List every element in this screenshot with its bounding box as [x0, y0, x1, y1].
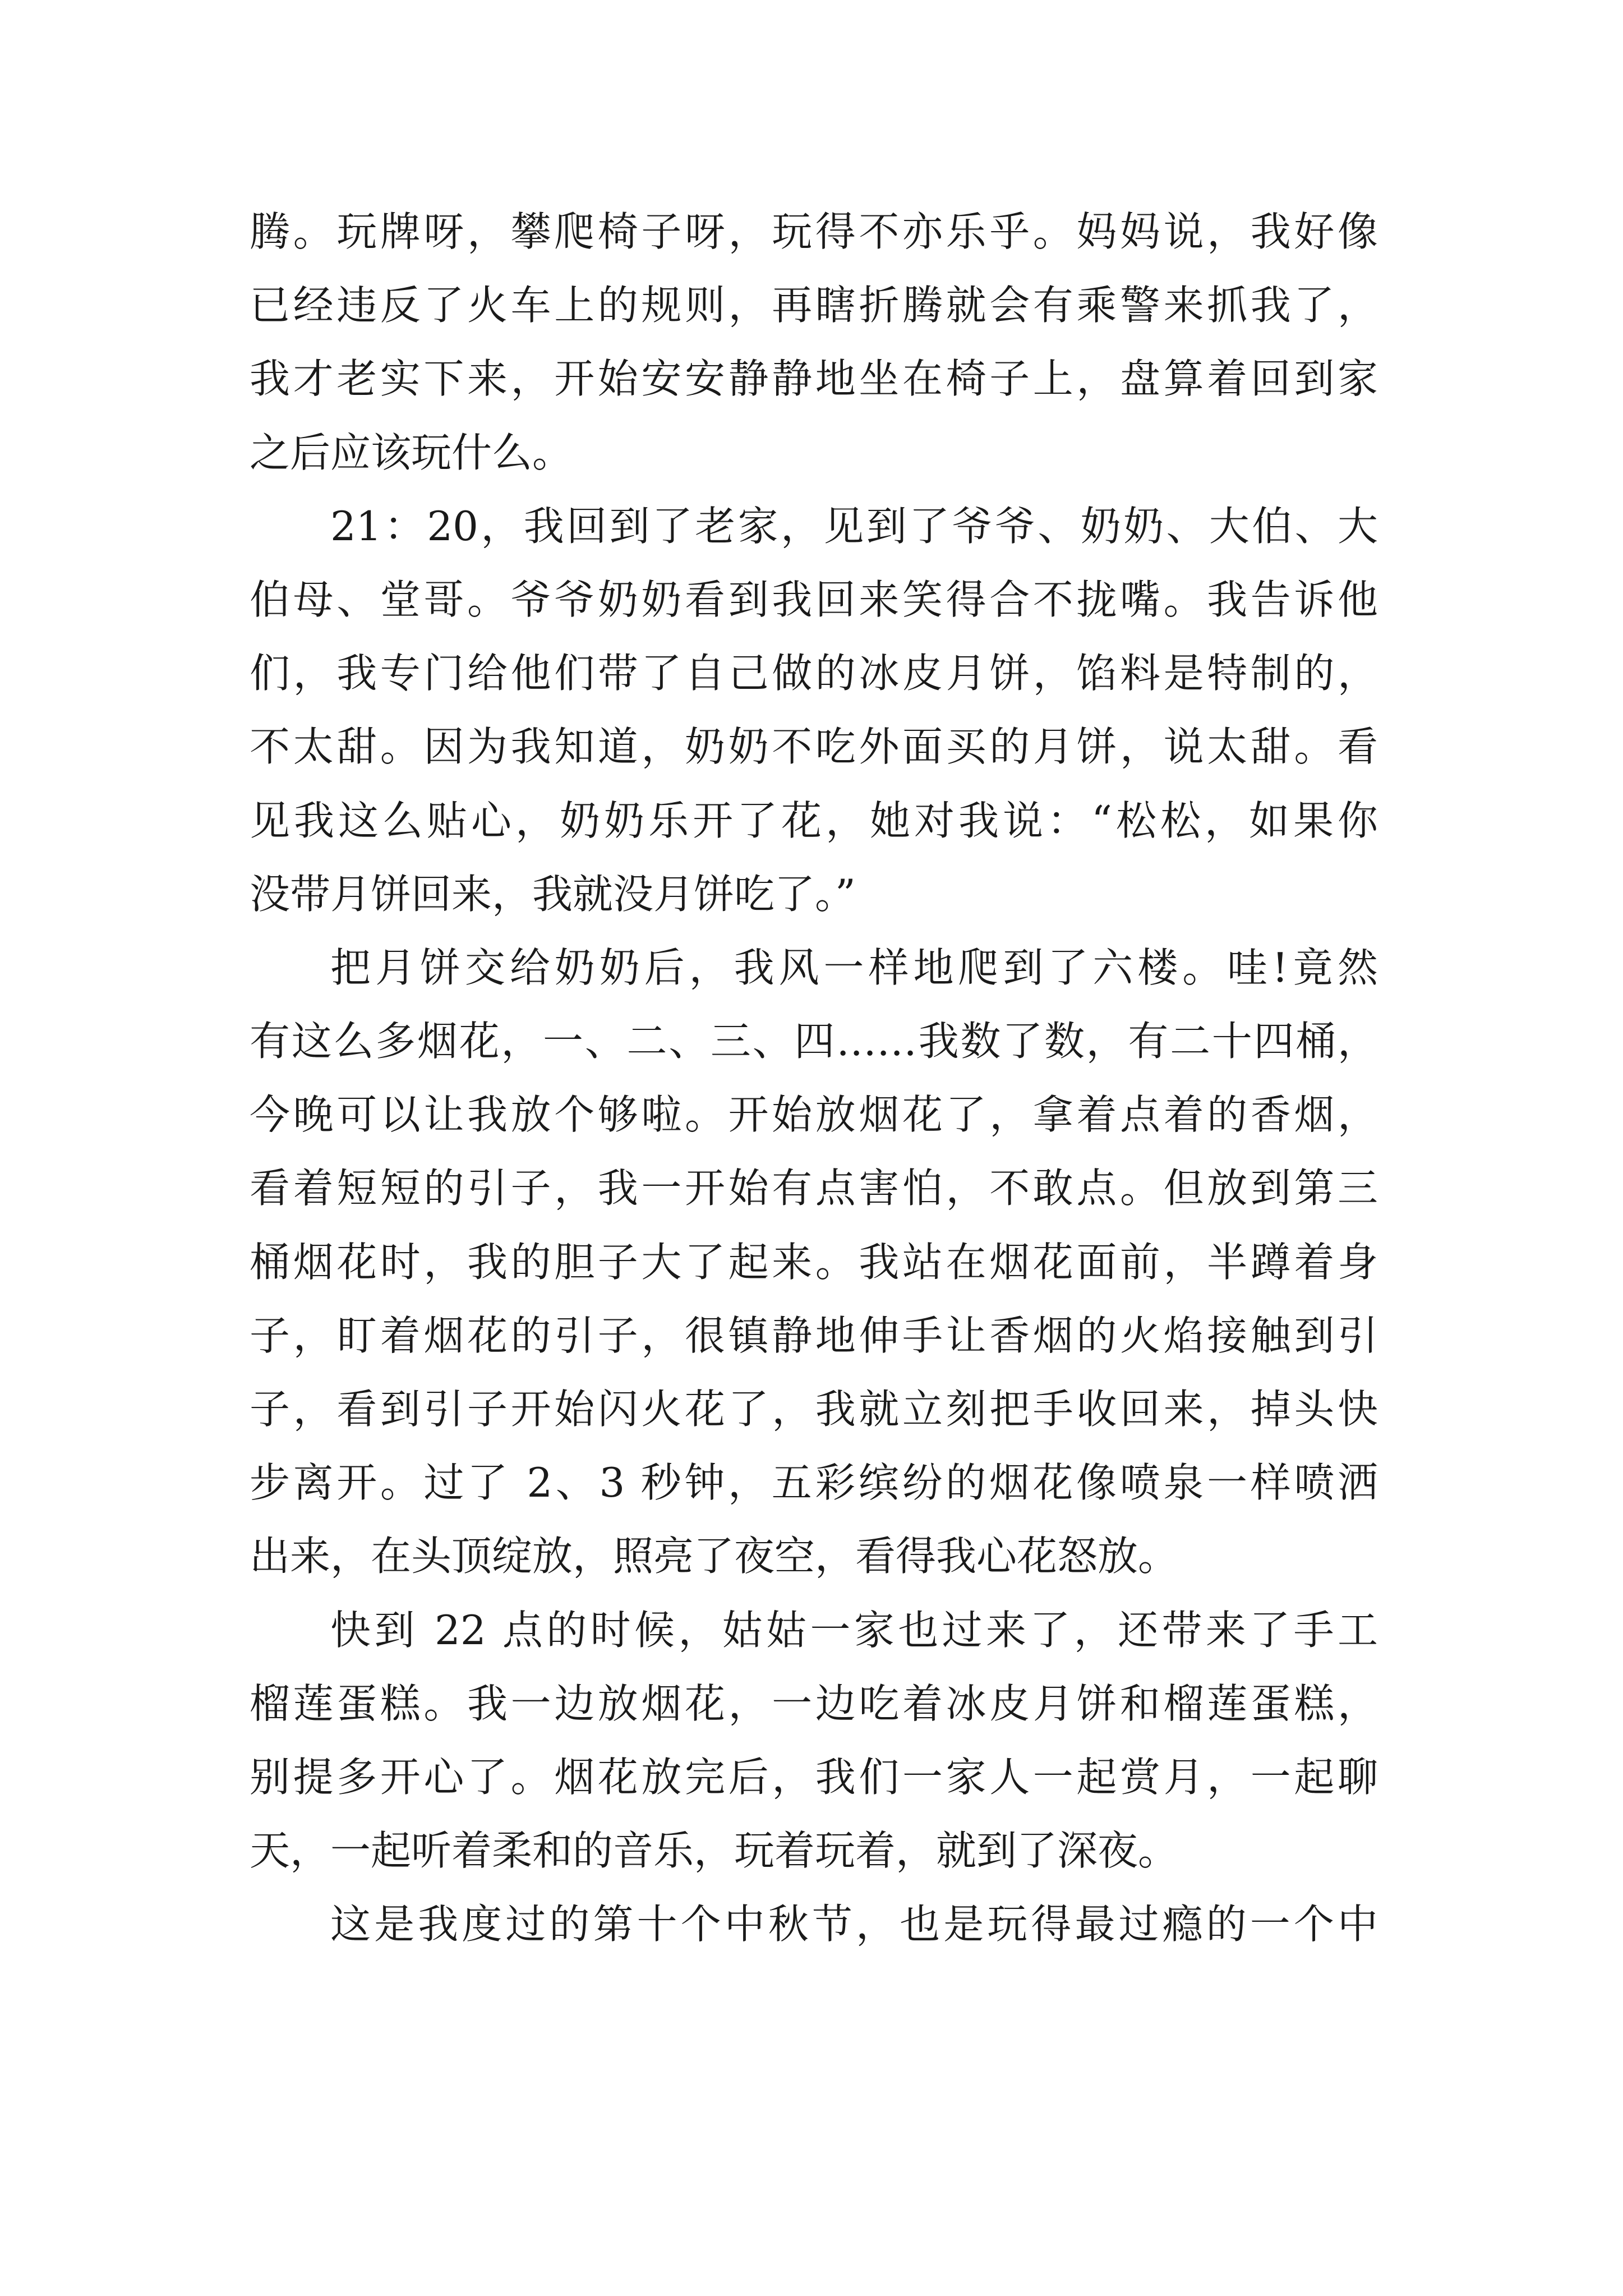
text-line: 伯母、堂哥。爷爷奶奶看到我回来笑得合不拢嘴。我告诉他	[250, 576, 1378, 623]
paragraph	[250, 195, 1378, 490]
text-line: 见我这么贴心，奶奶乐开了花，她对我说：“松松，如果你	[250, 797, 1378, 844]
text-line: 不太甜。因为我知道，奶奶不吃外面买的月饼，说太甜。看	[250, 723, 1378, 771]
text-line: 把月饼交给奶奶后，我风一样地爬到了六楼。哇!竟然	[330, 944, 1378, 991]
paragraph	[250, 490, 1378, 931]
text-line: 天，一起听着柔和的音乐，玩着玩着，就到了深夜。	[250, 1827, 1179, 1875]
text-line: 榴莲蛋糕。我一边放烟花，一边吃着冰皮月饼和榴莲蛋糕，	[250, 1680, 1378, 1727]
text-line: 看着短短的引子，我一开始有点害怕，不敢点。但放到第三	[250, 1165, 1378, 1212]
text-line: 们，我专门给他们带了自己做的冰皮月饼，馅料是特制的，	[250, 650, 1378, 697]
paragraph	[250, 1888, 1378, 1961]
paragraph	[250, 1594, 1378, 1888]
text-line: 桶烟花时，我的胆子大了起来。我站在烟花面前，半蹲着身	[250, 1238, 1378, 1286]
document-body	[250, 195, 1378, 1962]
text-line: 这是我度过的第十个中秋节，也是玩得最过瘾的一个中	[330, 1901, 1378, 1948]
text-line: 21：20，我回到了老家，见到了爷爷、奶奶、大伯、大	[330, 502, 1378, 550]
text-line: 子，看到引子开始闪火花了，我就立刻把手收回来，掉头快	[250, 1386, 1378, 1433]
text-line: 快到 22 点的时候，姑姑一家也过来了，还带来了手工	[330, 1606, 1378, 1654]
paragraph	[250, 931, 1378, 1594]
text-line: 有这么多烟花，一、二、三、四……我数了数，有二十四桶，	[250, 1018, 1378, 1065]
text-line: 之后应该玩什么。	[250, 429, 573, 476]
text-line: 我才老实下来，开始安安静静地坐在椅子上，盘算着回到家	[250, 355, 1378, 403]
text-line: 别提多开心了。烟花放完后，我们一家人一起赏月，一起聊	[250, 1753, 1378, 1801]
text-line: 步离开。过了 2、3 秒钟，五彩缤纷的烟花像喷泉一样喷洒	[250, 1459, 1378, 1507]
text-line: 腾。玩牌呀，攀爬椅子呀，玩得不亦乐乎。妈妈说，我好像	[250, 208, 1378, 255]
text-line: 已经违反了火车上的规则，再瞎折腾就会有乘警来抓我了，	[250, 282, 1378, 329]
text-line: 今晚可以让我放个够啦。开始放烟花了，拿着点着的香烟，	[250, 1091, 1378, 1139]
text-line: 出来，在头顶绽放，照亮了夜空，看得我心花怒放。	[250, 1533, 1179, 1580]
text-line: 没带月饼回来，我就没月饼吃了。”	[250, 870, 856, 918]
text-line: 子，盯着烟花的引子，很镇静地伸手让香烟的火焰接触到引	[250, 1312, 1378, 1359]
